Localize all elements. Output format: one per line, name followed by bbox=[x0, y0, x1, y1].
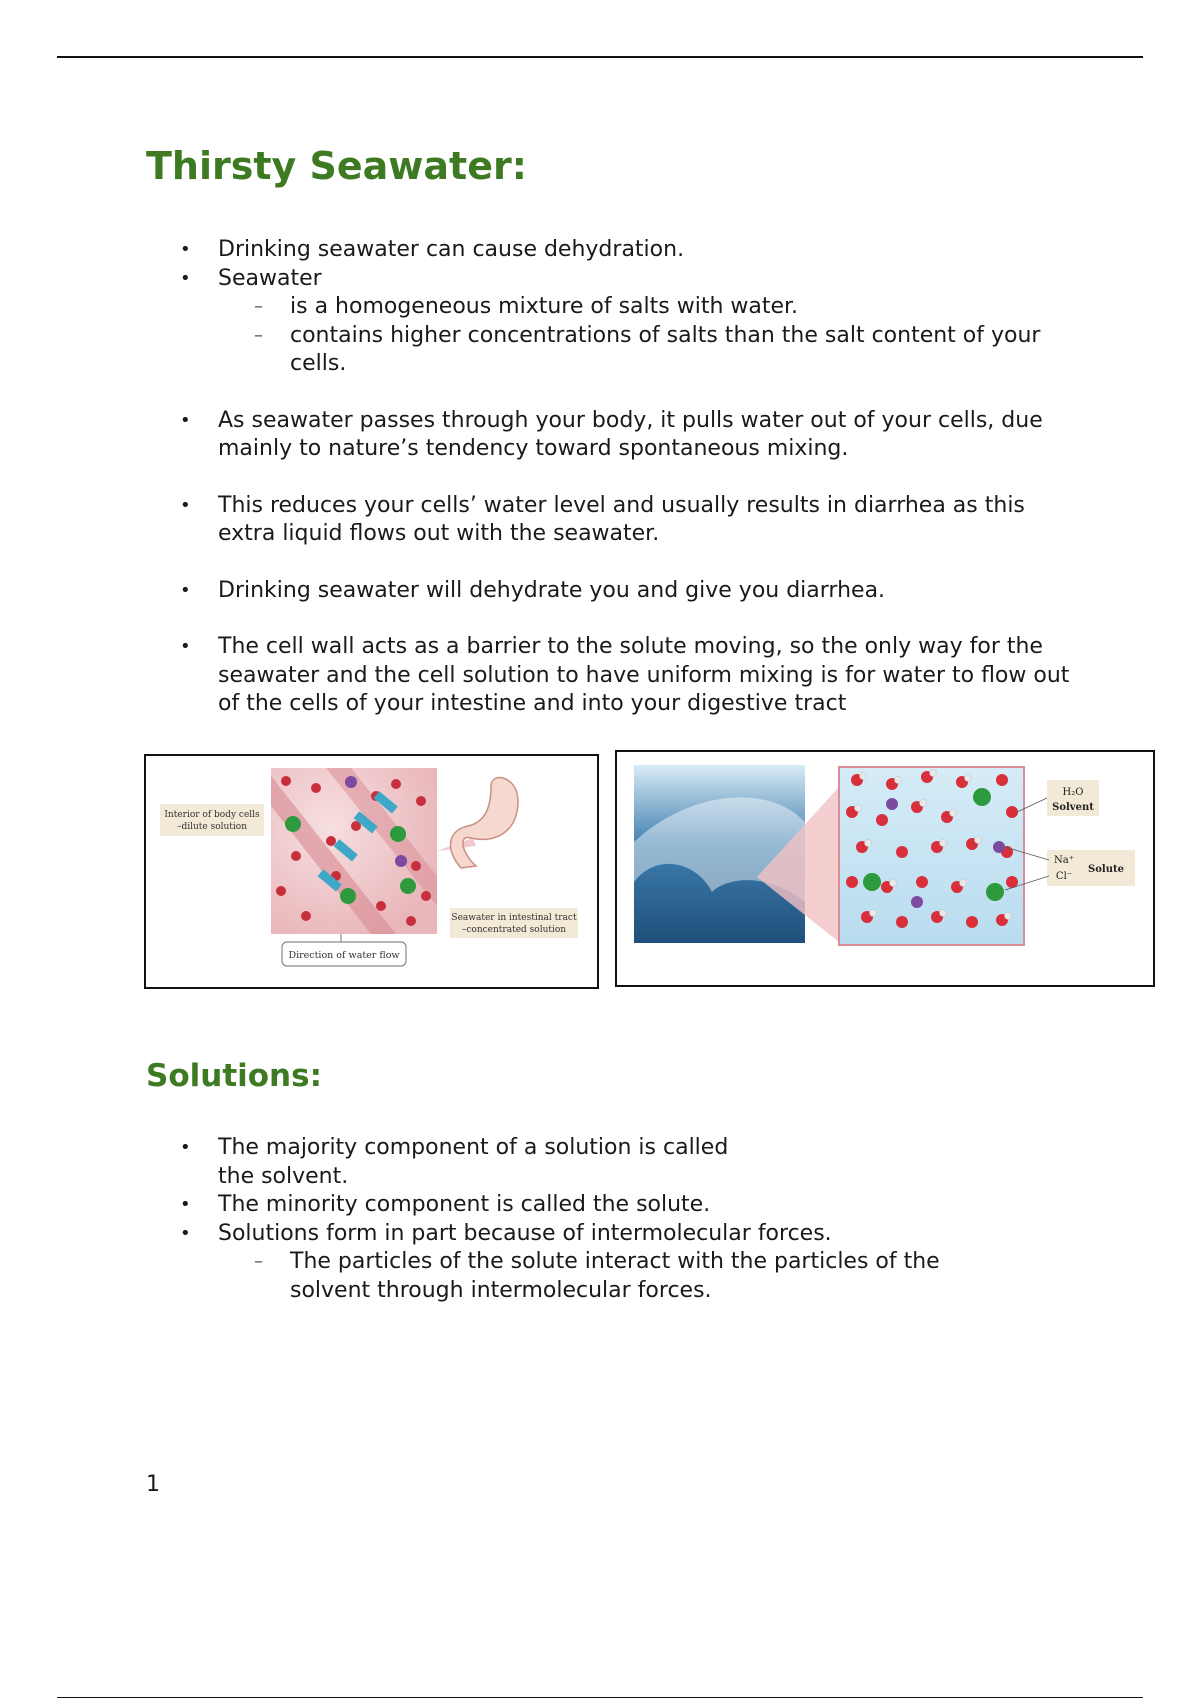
label-water-flow: Direction of water flow bbox=[288, 950, 400, 961]
sub-list-item: – contains higher concentrations of salts than the salt content of your cells. bbox=[146, 322, 1106, 379]
bottom-rule bbox=[57, 1697, 1143, 1698]
list-item: • The majority component of a solution is called the solvent. bbox=[146, 1134, 1106, 1191]
list-item: • This reduces your cells’ water level and usually results in diarrhea as this extra liquid flows out with the seawater. bbox=[146, 492, 1106, 549]
sub-list-item: – is a homogeneous mixture of salts with water. bbox=[146, 293, 1106, 322]
seawater-illustration bbox=[617, 752, 1153, 985]
label-cl: Cl⁻ bbox=[1055, 871, 1073, 882]
list-item: • The minority component is called the solute. bbox=[146, 1191, 1106, 1220]
label-h2o: H₂O bbox=[1062, 787, 1084, 798]
label-interior: Interior of body cells bbox=[164, 810, 260, 820]
stomach-icon bbox=[451, 778, 518, 868]
figure-intestine-osmosis bbox=[144, 754, 599, 989]
label-seawater: Seawater in intestinal tract bbox=[451, 913, 577, 923]
label-solvent: Solvent bbox=[1052, 802, 1094, 813]
label-concentrated: –concentrated solution bbox=[461, 925, 567, 935]
section-title-thirsty-seawater: Thirsty Seawater: bbox=[146, 144, 527, 188]
page-number: 1 bbox=[146, 1472, 160, 1497]
sub-list-item: – The particles of the solute interact with the particles of the solvent through intermolecular forces. bbox=[146, 1248, 1106, 1305]
top-rule bbox=[57, 56, 1143, 58]
label-solute: Solute bbox=[1088, 864, 1124, 875]
intestine-illustration bbox=[146, 756, 597, 987]
list-item: • Drinking seawater can cause dehydration. bbox=[146, 236, 1106, 265]
section-title-solutions: Solutions: bbox=[146, 1058, 322, 1094]
solutions-list bbox=[146, 1134, 1106, 1305]
list-item: • The cell wall acts as a barrier to the solute moving, so the only way for the seawater and the cell solution to have uniform mixing is for water to flow out of the cells of your intestine and into your digestive tract bbox=[146, 633, 1106, 719]
list-item: • Drinking seawater will dehydrate you and give you diarrhea. bbox=[146, 577, 1106, 606]
figure-seawater-solution bbox=[615, 750, 1155, 987]
label-dilute: –dilute solution bbox=[176, 822, 248, 832]
list-item: • Solutions form in part because of intermolecular forces. bbox=[146, 1220, 1106, 1249]
list-item: • Seawater bbox=[146, 265, 1106, 294]
list-item: • As seawater passes through your body, it pulls water out of your cells, due mainly to nature’s tendency toward spontaneous mixing. bbox=[146, 407, 1106, 464]
label-na: Na⁺ bbox=[1054, 855, 1074, 866]
thirsty-seawater-list bbox=[146, 236, 1106, 719]
